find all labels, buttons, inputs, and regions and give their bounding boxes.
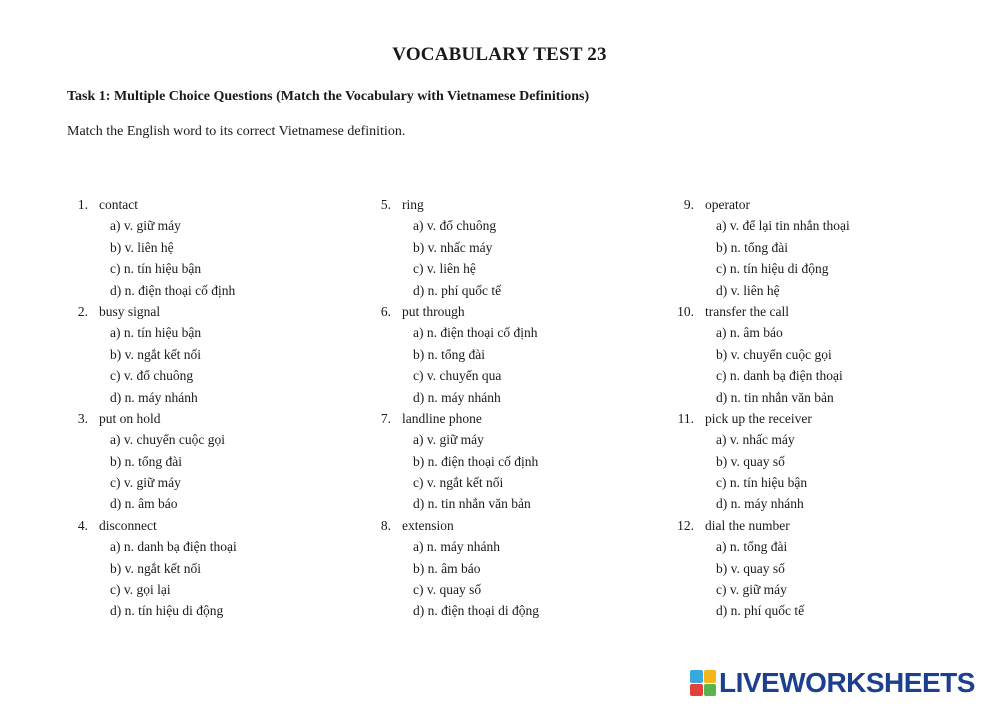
- question-number: 12.: [677, 517, 694, 533]
- question-word: extension: [402, 517, 454, 533]
- answer-option[interactable]: b) v. chuyển cuộc gọi: [716, 346, 832, 362]
- answer-option[interactable]: d) n. tin nhắn văn bản: [413, 496, 531, 512]
- question-number: 8.: [380, 517, 391, 533]
- question-line: [370, 194, 660, 215]
- answer-option[interactable]: b) n. tổng đài: [716, 239, 788, 255]
- answer-option[interactable]: d) n. phí quốc tế: [413, 282, 502, 298]
- question-word: transfer the call: [705, 303, 789, 319]
- answer-option[interactable]: d) n. phí quốc tế: [716, 603, 805, 619]
- answer-option[interactable]: a) n. âm báo: [716, 325, 783, 341]
- answer-option[interactable]: a) v. chuyển cuộc gọi: [110, 432, 225, 448]
- question-word: disconnect: [99, 517, 157, 533]
- question-item: [67, 194, 357, 301]
- question-line: [67, 301, 357, 322]
- question-number: 10.: [677, 303, 694, 319]
- question-line: [67, 194, 357, 215]
- question-column-1: [67, 194, 357, 622]
- logo-square-4: [704, 684, 717, 697]
- question-line: [370, 301, 660, 322]
- answer-option[interactable]: d) n. điện thoại di động: [413, 603, 539, 619]
- question-line: [673, 408, 963, 429]
- answer-option[interactable]: b) v. quay số: [716, 560, 785, 576]
- question-line: [673, 301, 963, 322]
- answer-option[interactable]: c) v. quay số: [413, 582, 482, 598]
- answer-option[interactable]: d) n. máy nhánh: [110, 389, 198, 405]
- answer-option[interactable]: c) v. giữ máy: [716, 582, 787, 598]
- question-item: [370, 194, 660, 301]
- question-column-2: [370, 194, 660, 622]
- question-number: 11.: [677, 410, 694, 426]
- question-item: [370, 515, 660, 622]
- question-number: 1.: [77, 197, 88, 212]
- question-number: 4.: [77, 517, 88, 533]
- answer-option[interactable]: c) n. danh bạ điện thoại: [716, 368, 843, 384]
- liveworksheets-logo-icon: [690, 670, 716, 696]
- answer-option[interactable]: a) n. tổng đài: [716, 539, 788, 555]
- question-word: put through: [402, 303, 465, 319]
- answer-option[interactable]: c) n. tín hiệu di động: [716, 261, 829, 277]
- answer-option[interactable]: a) v. đổ chuông: [413, 218, 497, 234]
- answer-option[interactable]: b) v. ngắt kết nối: [110, 560, 201, 576]
- question-line: [370, 408, 660, 429]
- answer-option[interactable]: b) v. liên hệ: [110, 239, 174, 255]
- question-word: put on hold: [99, 410, 161, 426]
- question-number: 6.: [380, 303, 391, 319]
- logo-square-1: [690, 670, 703, 683]
- answer-option[interactable]: b) n. tổng đài: [413, 346, 485, 362]
- answer-option[interactable]: a) v. để lại tin nhắn thoại: [716, 218, 850, 234]
- answer-option[interactable]: c) v. chuyển qua: [413, 368, 502, 384]
- answer-option[interactable]: d) n. âm báo: [110, 496, 178, 512]
- question-number: 7.: [380, 410, 391, 426]
- answer-option[interactable]: b) n. tổng đài: [110, 453, 182, 469]
- question-line: [370, 515, 660, 536]
- answer-option[interactable]: d) n. máy nhánh: [716, 496, 804, 512]
- answer-option[interactable]: d) n. điện thoại cố định: [110, 282, 236, 298]
- answer-option[interactable]: c) v. giữ máy: [110, 475, 181, 491]
- question-line: [673, 194, 963, 215]
- logo-square-3: [690, 684, 703, 697]
- answer-option[interactable]: a) n. danh bạ điện thoại: [110, 539, 237, 555]
- question-word: pick up the receiver: [705, 410, 812, 426]
- question-number: 5.: [380, 197, 391, 212]
- question-word: contact: [99, 197, 138, 212]
- answer-option[interactable]: a) n. tín hiệu bận: [110, 325, 202, 341]
- question-item: [67, 408, 357, 515]
- question-item: [673, 408, 963, 515]
- answer-option[interactable]: a) v. nhấc máy: [716, 432, 795, 448]
- question-column-3: [673, 194, 963, 622]
- answer-option[interactable]: b) v. nhấc máy: [413, 239, 493, 255]
- answer-option[interactable]: c) n. tín hiệu bận: [110, 261, 202, 277]
- question-item: [673, 301, 963, 408]
- answer-option[interactable]: a) n. máy nhánh: [413, 539, 500, 555]
- answer-option[interactable]: a) v. giữ máy: [413, 432, 484, 448]
- question-item: [370, 301, 660, 408]
- answer-option[interactable]: a) n. điện thoại cố định: [413, 325, 538, 341]
- question-line: [67, 408, 357, 429]
- page-title: VOCABULARY TEST 23: [392, 44, 607, 65]
- answer-option[interactable]: b) n. điện thoại cố định: [413, 453, 539, 469]
- question-line: [67, 515, 357, 536]
- logo-text: LIVEWORKSHEETS: [719, 667, 975, 698]
- question-word: landline phone: [402, 410, 482, 426]
- question-word: operator: [705, 197, 750, 212]
- answer-option[interactable]: a) v. giữ máy: [110, 218, 181, 234]
- question-word: ring: [402, 197, 424, 212]
- answer-option[interactable]: d) v. liên hệ: [716, 282, 780, 298]
- question-number: 2.: [77, 303, 88, 319]
- logo-square-2: [704, 670, 717, 683]
- question-item: [673, 194, 963, 301]
- answer-option[interactable]: c) v. liên hệ: [413, 261, 476, 277]
- question-word: busy signal: [99, 303, 161, 319]
- question-item: [67, 301, 357, 408]
- answer-option[interactable]: b) v. quay số: [716, 453, 785, 469]
- question-item: [673, 515, 963, 622]
- answer-option[interactable]: c) n. tín hiệu bận: [716, 475, 808, 491]
- instructions-text: Match the English word to its correct Vietnamese definition.: [67, 124, 406, 139]
- question-item: [370, 408, 660, 515]
- liveworksheets-logo: [690, 668, 975, 698]
- question-word: dial the number: [705, 517, 790, 533]
- task-heading: Task 1: Multiple Choice Questions (Match the Vocabulary with Vietnamese Definitions): [67, 89, 590, 104]
- question-number: 9.: [683, 197, 694, 212]
- answer-option[interactable]: b) v. ngắt kết nối: [110, 346, 201, 362]
- answer-option[interactable]: d) n. tin nhắn văn bản: [716, 389, 834, 405]
- answer-option[interactable]: c) v. ngắt kết nối: [413, 475, 504, 491]
- answer-option[interactable]: c) v. đổ chuông: [110, 368, 194, 384]
- question-number: 3.: [77, 410, 88, 426]
- answer-option[interactable]: d) n. máy nhánh: [413, 389, 501, 405]
- question-item: [67, 515, 357, 622]
- question-line: [673, 515, 963, 536]
- answer-option[interactable]: d) n. tín hiệu di động: [110, 603, 224, 619]
- answer-option[interactable]: b) n. âm báo: [413, 560, 481, 576]
- answer-option[interactable]: c) v. gọi lại: [110, 582, 171, 598]
